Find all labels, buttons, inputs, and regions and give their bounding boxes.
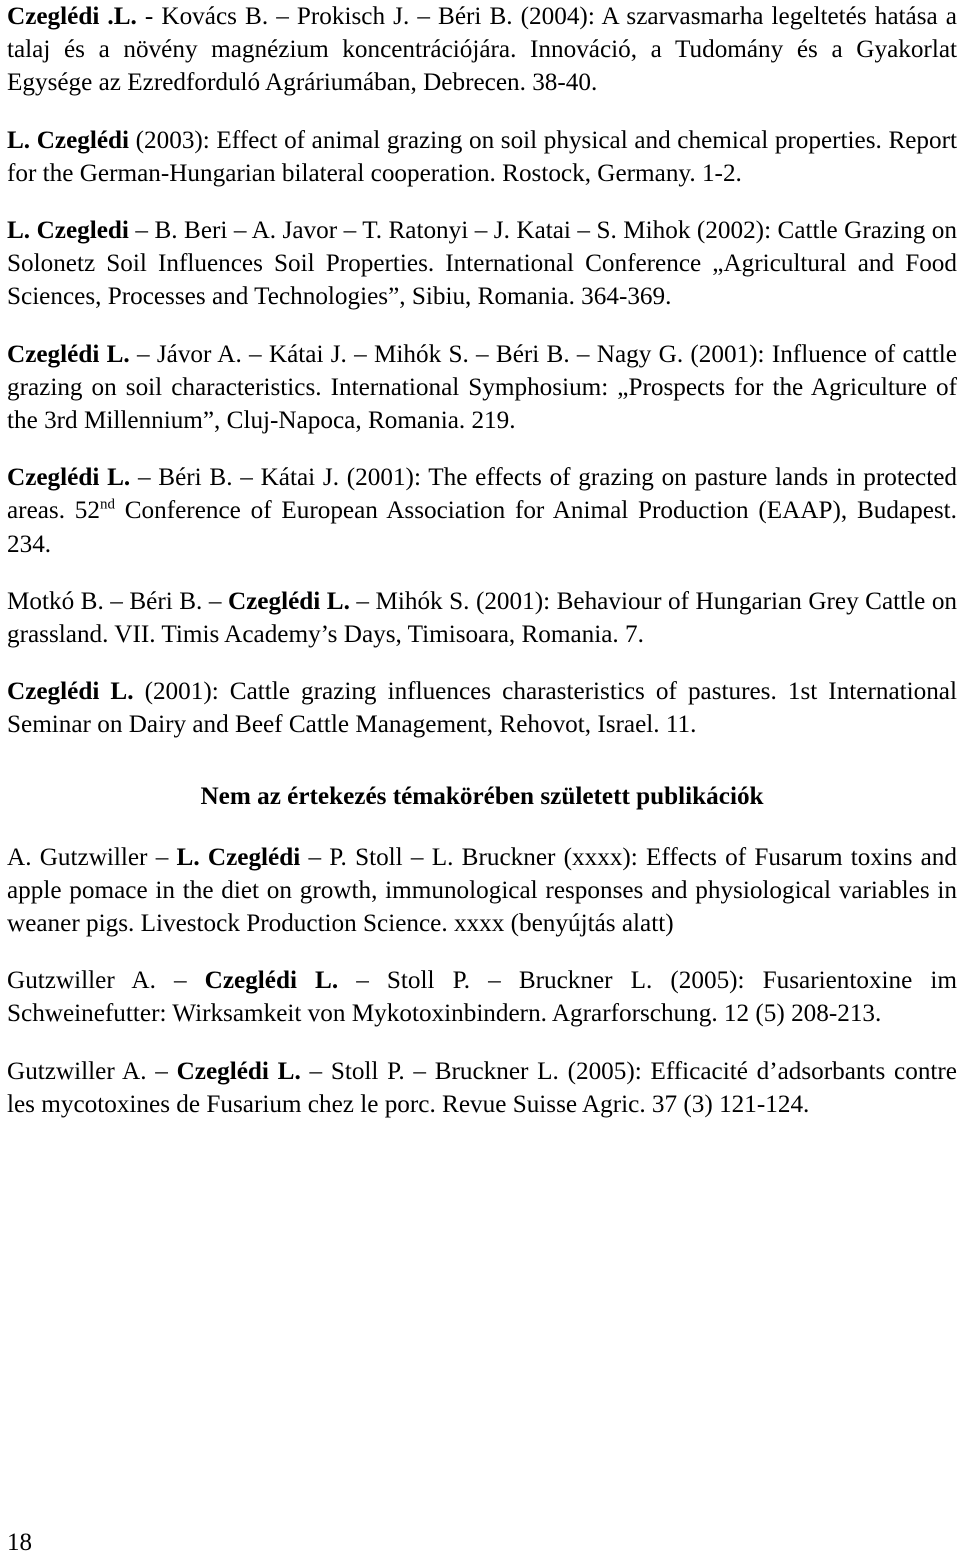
reference-authors-bold: Czeglédi .L.	[7, 3, 137, 30]
reference-entry	[7, 675, 957, 741]
reference-authors: – B. Beri – A. Javor – T. Ratonyi – J. Katai – S. Mihok	[128, 217, 691, 245]
reference-authors-bold: L. Czeglédi	[176, 843, 301, 871]
reference-authors: - Kovács B. – Prokisch J. – Béri B.	[136, 3, 513, 30]
reference-authors-bold: Czeglédi L.	[204, 967, 339, 995]
reference-authors: Gutzwiller A. –	[7, 1057, 177, 1085]
reference-authors: A. Gutzwiller –	[7, 843, 177, 871]
reference-authors-bold: Czeglédi L.	[7, 678, 134, 706]
reference-body: (2001): The effects of grazing on pasture lands in protected areas. 52	[7, 464, 957, 525]
ordinal-superscript: nd	[99, 497, 115, 514]
section-heading: Nem az értekezés témakörében született publikációk	[200, 782, 764, 810]
reference-body: – Stoll P. – Bruckner L. (2005): Efficacité d’adsorbants contre les mycotoxines de Fusarium chez le porc. Revue Suisse Agric. 37 (3) 121-124.	[7, 1057, 957, 1118]
reference-body: – Stoll P. – Bruckner L. (2005): Fusarientoxine im Schweinefutter: Wirksamkeit von Mykotoxinbindern. Agrarforschung. 12 (5) 208-213.	[7, 967, 957, 1028]
reference-authors: Motkó B. – Béri B. –	[7, 587, 228, 615]
reference-authors: Gutzwiller A. –	[7, 967, 205, 995]
reference-body: (2003): Effect of animal grazing on soil physical and chemical properties. Report for the German-Hungarian bilateral cooperation. Rostock, Germany. 1-2.	[7, 126, 957, 187]
reference-entry	[7, 1055, 957, 1121]
reference-entry	[7, 214, 957, 314]
reference-body: (2002): Cattle Grazing on Solonetz Soil Influences Soil Properties. International Conference „Agricultural and Food Sciences, Processes and Technologies”, Sibiu, Romania. 364-369.	[7, 217, 957, 311]
document-page	[7, 0, 957, 1145]
page-number: 18	[7, 1529, 32, 1556]
reference-entry	[7, 841, 957, 941]
reference-entry	[7, 461, 957, 561]
reference-body: (2001): Cattle grazing influences charasteristics of pastures. 1st International Seminar on Dairy and Beef Cattle Management, Rehovot, Israel. 11.	[7, 678, 957, 739]
reference-authors: – Jávor A. – Kátai J. – Mihók S. – Béri B. – Nagy G.	[129, 340, 684, 368]
reference-body-continued: Conference of European Association for Animal Production (EAAP), Budapest. 234.	[7, 497, 957, 558]
reference-entry	[7, 0, 957, 100]
reference-entry	[7, 338, 957, 438]
reference-authors-bold: Czeglédi L.	[176, 1057, 301, 1085]
reference-entry	[7, 964, 957, 1030]
reference-authors: – Béri B. – Kátai J.	[130, 464, 340, 492]
reference-authors-bold: Czeglédi L.	[7, 340, 130, 368]
reference-authors-bold: L. Czeglédi	[7, 126, 130, 154]
reference-authors-bold: Czeglédi L.	[7, 464, 131, 492]
reference-body: (2001): Influence of cattle grazing on soil characteristics. International Symphosium: „Prospects for the Agriculture of the 3rd Millennium”, Cluj-Napoca, Romania. 219.	[7, 340, 957, 435]
reference-body: – Mihók S. (2001): Behaviour of Hungarian Grey Cattle on grassland. VII. Timis Academy’s Days, Timisoara, Romania. 7.	[7, 587, 958, 649]
reference-body: – P. Stoll – L. Bruckner (xxxx): Effects of Fusarum toxins and apple pomace in the diet on growth, immunological responses and physiological variables in weaner pigs. Livestock Production Science. xxxx (benyújtás alatt)	[7, 843, 957, 938]
reference-entry	[7, 585, 957, 651]
reference-authors-bold: Czeglédi L.	[227, 587, 350, 615]
reference-authors-bold: L. Czegledi	[7, 217, 129, 245]
reference-entry	[7, 124, 957, 190]
reference-body: (2004): A szarvasmarha legeltetés hatása a talaj és a növény magnézium koncentrációjára. Innováció, a Tudomány és a Gyakorlat Egysége az Ezredforduló Agráriumában, Debrecen. 38-40.	[7, 3, 957, 97]
